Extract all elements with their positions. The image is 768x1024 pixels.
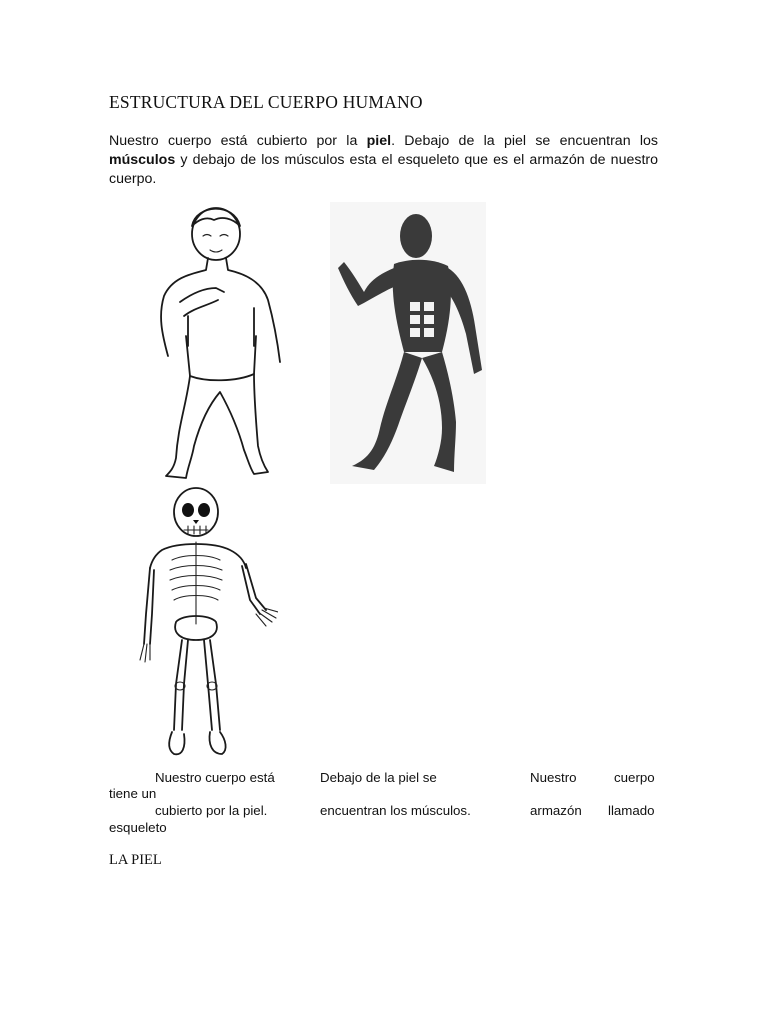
skeleton-illustration bbox=[138, 484, 278, 766]
caption-skin-line2: cubierto por la piel. bbox=[155, 803, 268, 818]
caption-wrap-line1: tiene un bbox=[109, 786, 157, 801]
caption-skeleton-word3: armazón bbox=[530, 803, 582, 818]
caption-muscles-line1: Debajo de la piel se bbox=[320, 770, 437, 785]
intro-bold-piel: piel bbox=[366, 133, 392, 149]
caption-skin-line1: Nuestro cuerpo está bbox=[155, 770, 275, 785]
intro-text-2: . Debajo de la piel se encuentran los bbox=[391, 133, 659, 149]
child-head bbox=[192, 208, 240, 260]
caption-wrap-line2: esqueleto bbox=[109, 820, 167, 835]
section-heading: LA PIEL bbox=[109, 852, 162, 868]
skin-body-illustration bbox=[150, 196, 286, 486]
intro-bold-musculos: músculos bbox=[109, 152, 176, 168]
muscle-torso bbox=[393, 260, 451, 352]
muscles-body-illustration bbox=[330, 202, 486, 484]
intro-text-1: Nuestro cuerpo está cubierto por la bbox=[109, 133, 367, 149]
page-title: ESTRUCTURA DEL CUERPO HUMANO bbox=[109, 92, 423, 112]
caption-skeleton-word1: Nuestro bbox=[530, 770, 577, 785]
intro-paragraph bbox=[109, 132, 658, 189]
caption-skeleton-word2: cuerpo bbox=[614, 770, 655, 785]
skeleton-skull bbox=[174, 488, 218, 536]
caption-skeleton-word4: llamado bbox=[608, 803, 655, 818]
muscle-head bbox=[400, 214, 432, 258]
intro-text-3: y debajo de los músculos esta el esqueleto que es el armazón de nuestro cuerpo. bbox=[109, 152, 658, 187]
caption-muscles-line2: encuentran los músculos. bbox=[320, 803, 471, 818]
